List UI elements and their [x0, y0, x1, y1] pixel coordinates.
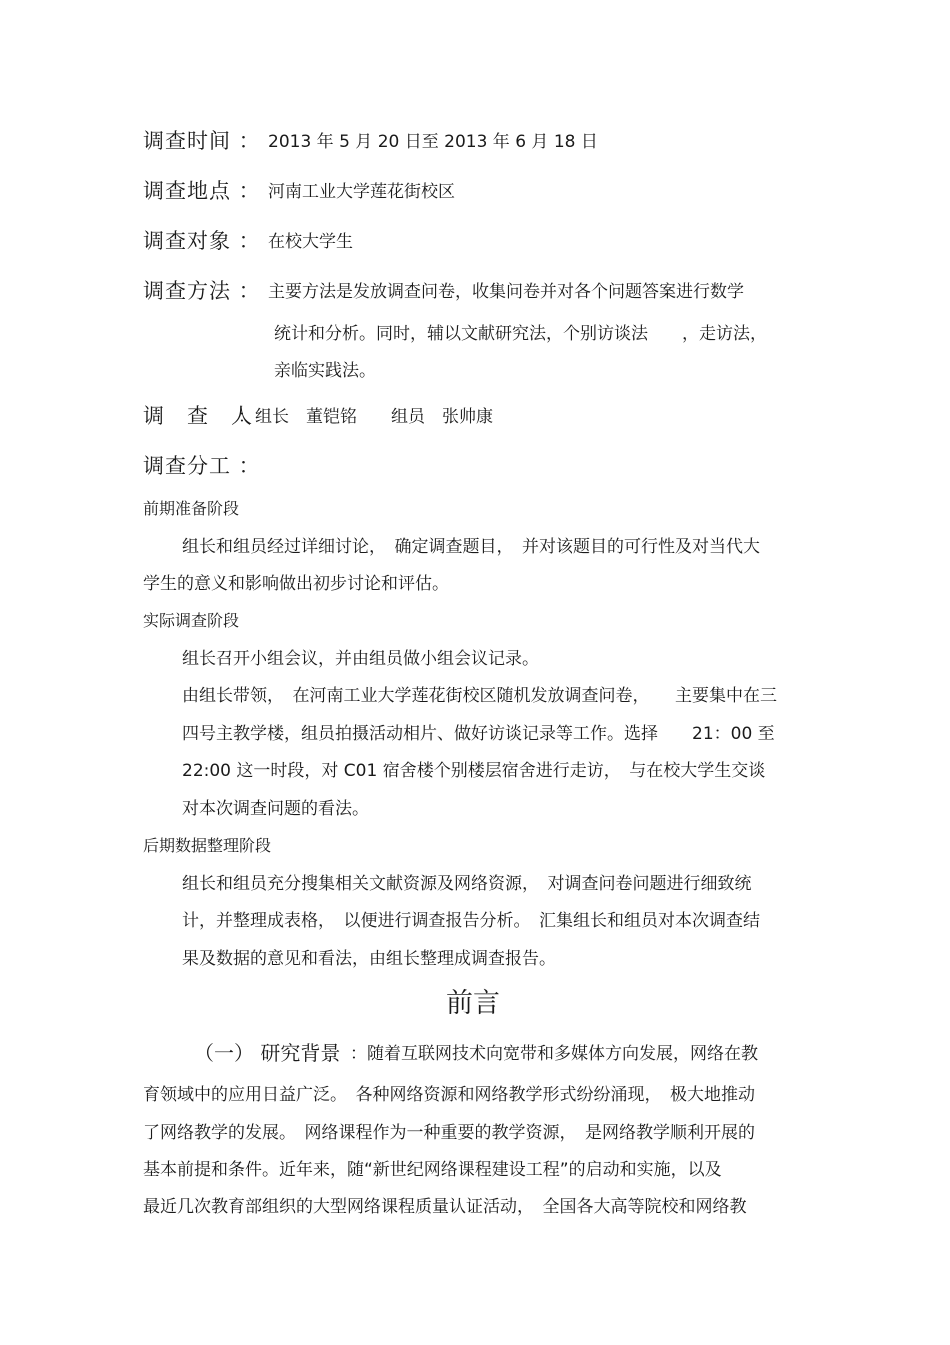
survey-place-label: 调查地点 ： — [143, 179, 261, 203]
paragraph-line: 组长和组员经过详细讨论， 确定调查题目， 并对该题目的可行性及对当代大 — [182, 537, 760, 557]
preface-lead: ：随着互联网技术向宽带和多媒体方向发展，网络在教 — [350, 1044, 758, 1064]
survey-subject-value: 在校大学生 — [268, 232, 353, 252]
paragraph-line: 果及数据的意见和看法，由组长整理成调查报告。 — [182, 949, 556, 969]
preface-line: 育领域中的应用日益广泛。 各种网络资源和网络教学形式纷纷涌现， 极大地推动 — [143, 1085, 755, 1105]
phase-title: 后期数据整理阶段 — [143, 836, 272, 855]
survey-method-line: 主要方法是发放调查问卷，收集问卷并对各个问题答案进行数学 — [268, 282, 744, 302]
paragraph-line: 计，并整理成表格， 以便进行调查报告分析。 汇集组长和组员对本次调查结 — [182, 911, 760, 931]
preface-line: 了网络教学的发展。 网络课程作为一种重要的教学资源， 是网络教学顺利开展的 — [143, 1123, 755, 1143]
preface-line: 基本前提和条件。近年来，随“新世纪网络课程建设工程”的启动和实施，以及 — [143, 1160, 722, 1180]
paragraph-line: 22:00 这一时段，对 C01 宿舍楼个别楼层宿舍进行走访， 与在校大学生交谈 — [182, 761, 766, 781]
paragraph-line: 学生的意义和影响做出初步讨论和评估。 — [143, 574, 449, 594]
survey-method-line: 统计和分析。同时，辅以文献研究法，个别访谈法 ，走访法， — [274, 324, 767, 344]
paragraph-line: 组长召开小组会议，并由组员做小组会议记录。 — [182, 649, 539, 669]
survey-method-line: 亲临实践法。 — [274, 361, 376, 381]
paragraph-line: 对本次调查问题的看法。 — [182, 799, 369, 819]
preface-title: 前言 — [446, 988, 500, 1019]
surveyor-value: ：组长 董铠铭 组员 张帅康 — [238, 407, 493, 427]
preface-subheading: （一） 研究背景 — [194, 1041, 341, 1065]
paragraph-line: 由组长带领， 在河南工业大学莲花街校区随机发放调查问卷， 主要集中在三 — [182, 686, 777, 706]
survey-time-label: 调查时间 ： — [143, 129, 261, 153]
preface-line: 最近几次教育部组织的大型网络课程质量认证活动， 全国各大高等院校和网络教 — [143, 1197, 747, 1217]
survey-subject-label: 调查对象 ： — [143, 229, 261, 253]
phase-title: 实际调查阶段 — [143, 611, 240, 630]
paragraph-line: 组长和组员充分搜集相关文献资源及网络资源， 对调查问卷问题进行细致统 — [182, 874, 752, 894]
surveyor-label: 调 查 人 — [143, 404, 253, 428]
survey-time-value: 2013 年 5 月 20 日至 2013 年 6 月 18 日 — [268, 132, 598, 152]
survey-method-label: 调查方法 ： — [143, 279, 261, 303]
phase-title: 前期准备阶段 — [143, 499, 240, 518]
paragraph-line: 四号主教学楼，组员拍摄活动相片、做好访谈记录等工作。选择 21：00 至 — [182, 724, 775, 744]
division-label: 调查分工 ： — [143, 454, 261, 478]
survey-place-value: 河南工业大学莲花街校区 — [268, 182, 455, 202]
